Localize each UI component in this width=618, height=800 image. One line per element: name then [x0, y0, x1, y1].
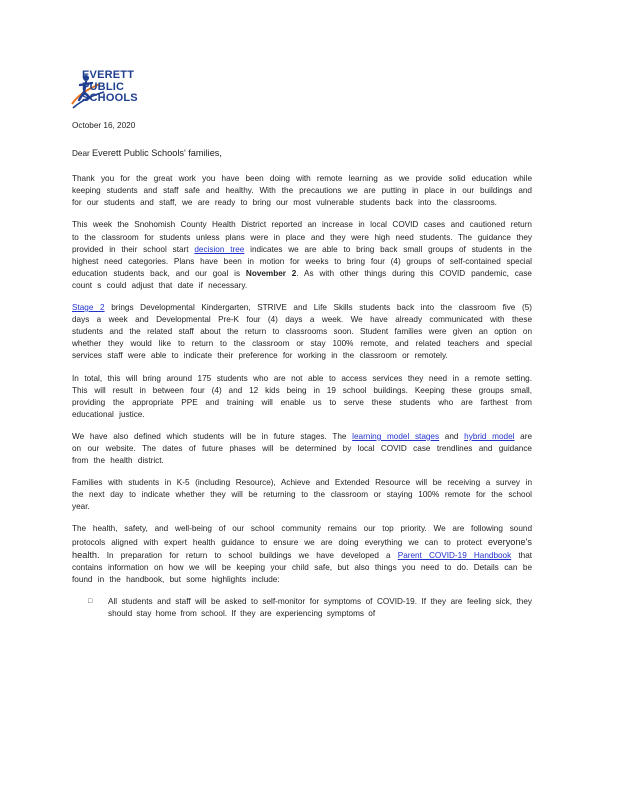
paragraph-5-text-a: We have also defined which students will be in future stages. The: [72, 431, 347, 441]
stage-2-link[interactable]: Stage 2: [72, 303, 105, 313]
paragraph-5: [72, 431, 532, 467]
logo-wordmark: [82, 70, 138, 105]
paragraph-7-text-a: The health, safety, and well-being of our school community remains our top priority. We are following sound protocols aligned with expert health guidance to ensure we are doing everything we can to protect: [72, 524, 532, 547]
paragraph-7-emphasis: everyone's health.: [72, 536, 532, 560]
paragraph-5-text-b: and: [444, 431, 459, 441]
paragraph-2-text-b: indicates we are able to bring back small groups of students in the highest need categories. Plans have been in motion for weeks to bring four (4) groups of self-contained special education students back, and our goal is: [72, 244, 532, 278]
paragraph-7-text-b: In preparation for return to school buildings we have developed a: [106, 550, 391, 560]
paragraph-2: [72, 219, 532, 292]
paragraph-2-text-c: . As with other things during this COVID pandemic, case count s could adjust that date if necessary.: [72, 268, 532, 290]
paragraph-7-text-c: that contains information on how we will be keeping your child safe, but also things you need to do. Details can be found in the handbook, but some highlights include:: [72, 550, 533, 584]
decision-tree-link[interactable]: decision tree: [194, 244, 245, 254]
parent-covid-handbook-link[interactable]: Parent COVID-19 Handbook: [397, 550, 512, 560]
letter-body: [72, 120, 532, 620]
paragraph-1: Thank you for the great work you have been doing with remote learning as we provide solid education while keeping students and staff safe and healthy. With the precautions we are putting in place in our buildings and for our students and staff, we are ready to bring our most vulnerable students back into the classrooms.: [72, 174, 532, 208]
hybrid-model-link[interactable]: hybrid model: [464, 431, 515, 441]
paragraph-5-text-c: are on our website. The dates of future phases will be determined by local COVID case trendlines and guidance from the health district.: [72, 431, 533, 466]
paragraph-7: [72, 523, 532, 585]
district-logo: [70, 70, 170, 114]
logo-line-3: SCHOOLS: [82, 92, 138, 104]
start-date-bold: November 2: [245, 268, 297, 278]
logo-line-1: EVERETT: [82, 69, 135, 81]
learning-model-stages-link[interactable]: learning model stages: [352, 431, 440, 441]
greeting: [72, 147, 532, 160]
bullet-item: [72, 596, 532, 620]
paragraph-3-text: brings Developmental Kindergarten, STRIVE and Life Skills students back into the classroom five (5) days a week and Developmental Pre-K four (4) days a week. We have already communicated with these students and the related staff about the return to classrooms soon. Student families were given an option on whether they would like to return to the classroom or stay 100% remote, and related teachers and special services staff were able to indicate their preference for working in the classroom or remotely.: [72, 303, 532, 361]
greeting-name: Everett Public Schools' families,: [92, 148, 222, 159]
greeting-prefix: Dear: [72, 149, 90, 159]
paragraph-2-text-a: This week the Snohomish County Health District reported an increase in local COVID cases and cautioned return to the classroom for students unless plans were in place and they were high need students. The guidance they provided in their school start: [72, 220, 532, 254]
bullet-marker-icon: □: [88, 597, 93, 605]
paragraph-4: In total, this will bring around 175 students who are not able to access services they need in a remote setting. This will result in between four (4) and 12 kids being in 19 school buildings. Keeping these groups small, providing the appropriate PPE and training will enable us to serve these students who are farthest from educational justice.: [72, 373, 532, 419]
paragraph-6: Families with students in K-5 (including Resource), Achieve and Extended Resource will be receiving a survey in the next day to indicate whether they will be returning to the classroom or staying 100% remote for the school year.: [72, 478, 532, 512]
logo-line-2: PUBLIC: [82, 80, 125, 93]
paragraph-3: [72, 302, 532, 362]
bullet-text: All students and staff will be asked to self-monitor for symptoms of COVID-19. If they are feeling sick, they should stay home from school. If they are experiencing symptoms of: [108, 596, 532, 618]
letter-date: October 16, 2020: [72, 121, 136, 130]
